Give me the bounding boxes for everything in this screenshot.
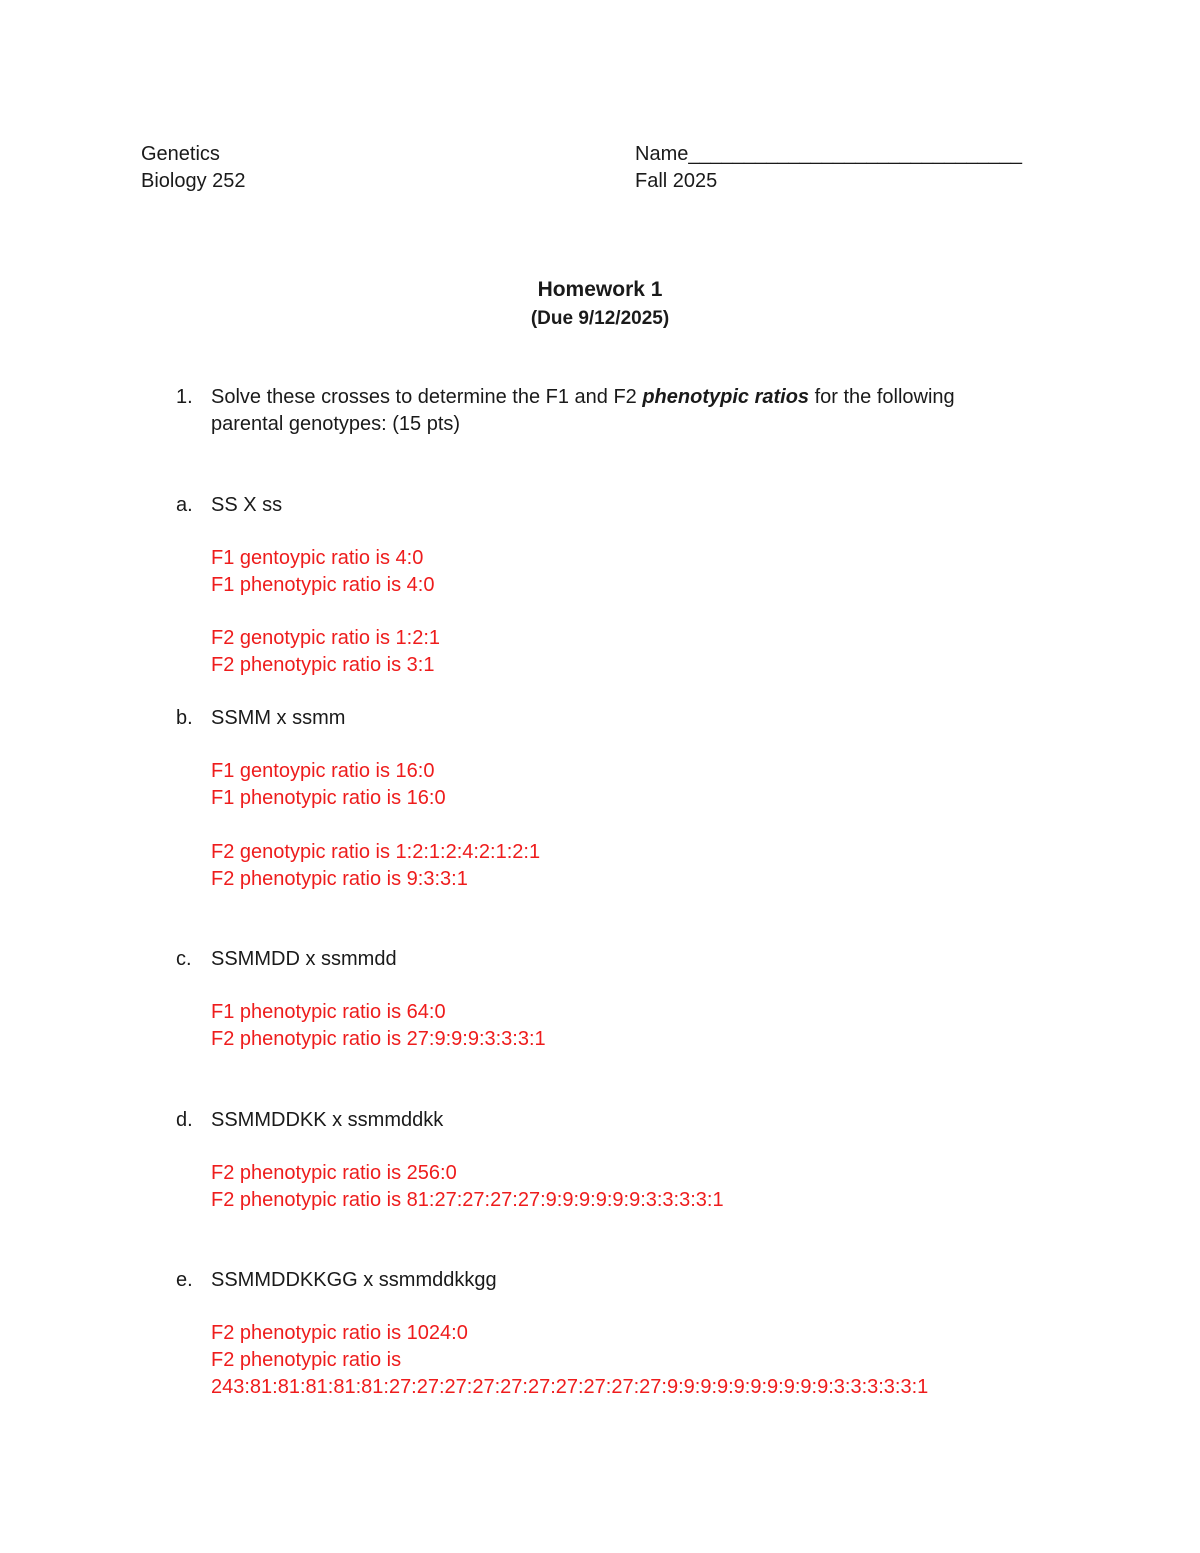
cross-label: SSMM x ssmm: [211, 707, 346, 729]
answer-line: F2 phenotypic ratio is 1024:0: [211, 1322, 468, 1344]
part-letter: c.: [176, 948, 192, 970]
term: Fall 2025: [635, 170, 718, 192]
page-title: Homework 1: [537, 278, 663, 301]
due-date: (Due 9/12/2025): [530, 308, 670, 329]
cross-label: SSMMDDKK x ssmmddkk: [211, 1109, 444, 1131]
answer-line: F1 gentoypic ratio is 16:0: [211, 760, 435, 782]
part-letter: d.: [176, 1109, 193, 1131]
answer-line: F1 phenotypic ratio is 16:0: [211, 787, 446, 809]
course-name: Genetics: [141, 143, 220, 165]
answer-line: F2 phenotypic ratio is 3:1: [211, 654, 435, 676]
course-number: Biology 252: [141, 170, 246, 192]
answer-line: F1 phenotypic ratio is 4:0: [211, 574, 435, 596]
answer-line: F2 genotypic ratio is 1:2:1:2:4:2:1:2:1: [211, 841, 541, 863]
question-text: [211, 384, 955, 411]
question-text-part2: for the following: [809, 386, 955, 408]
cross-label: SS X ss: [211, 494, 283, 516]
answer-line: F2 phenotypic ratio is: [211, 1349, 402, 1371]
answer-line: F2 phenotypic ratio is 256:0: [211, 1162, 457, 1184]
part-letter: a.: [176, 494, 193, 516]
answer-line: F2 phenotypic ratio is 9:3:3:1: [211, 868, 468, 890]
question-number: 1.: [176, 386, 193, 408]
answer-line: F2 genotypic ratio is 1:2:1: [211, 627, 441, 649]
answer-line: F1 gentoypic ratio is 4:0: [211, 547, 424, 569]
question-emphasis: phenotypic ratios: [642, 386, 810, 408]
name-field-label: Name______________________________: [635, 143, 1023, 165]
cross-label: SSMMDD x ssmmdd: [211, 948, 397, 970]
answer-line: F2 phenotypic ratio is 27:9:9:9:3:3:3:1: [211, 1028, 546, 1050]
answer-line: F1 phenotypic ratio is 64:0: [211, 1001, 446, 1023]
part-letter: e.: [176, 1269, 193, 1291]
cross-label: SSMMDDKKGG x ssmmddkkgg: [211, 1269, 497, 1291]
question-text-line2: parental genotypes: (15 pts): [211, 413, 461, 435]
answer-line: 243:81:81:81:81:81:27:27:27:27:27:27:27:27:27:27:9:9:9:9:9:9:9:9:9:9:3:3:3:3:3:1: [211, 1376, 929, 1398]
question-text-part1: Solve these crosses to determine the F1 and F2: [211, 386, 643, 408]
answer-line: F2 phenotypic ratio is 81:27:27:27:27:9:9:9:9:9:9:3:3:3:3:1: [211, 1189, 724, 1211]
part-letter: b.: [176, 707, 193, 729]
